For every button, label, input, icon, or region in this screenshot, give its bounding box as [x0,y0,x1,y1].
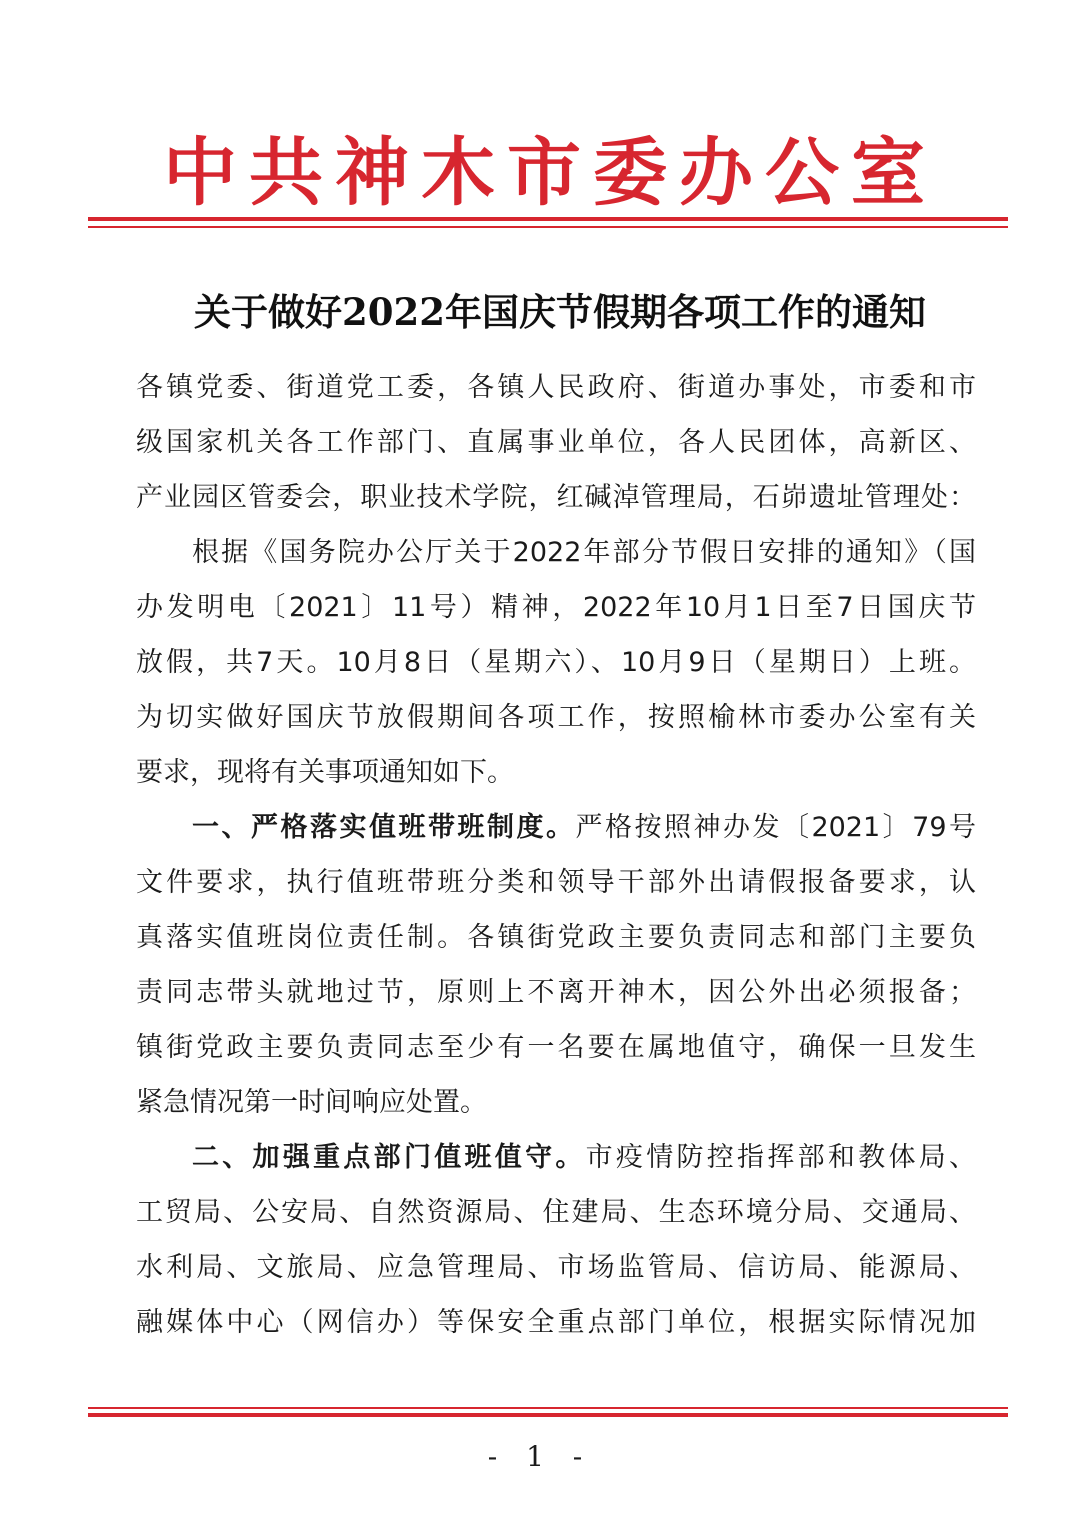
footer-red-rule-thick [88,1413,1008,1417]
section-1-line: 镇街党政主要负责同志至少有一名要在属地值守，确保一旦发生 [136,1032,976,1063]
intro-line: 办发明电〔2021〕11号）精神，2022年10月1日至7日国庆节 [136,592,976,623]
addressee-line: 级国家机关各工作部门、直属事业单位，各人民团体，高新区、 [136,427,976,458]
section-1-line: 文件要求，执行值班带班分类和领导干部外出请假报备要求，认 [136,867,976,898]
section-2-heading: 二、加强重点部门值班值守。 [192,1142,586,1173]
section-2-first-line-text: 市疫情防控指挥部和教体局、 [585,1142,977,1173]
intro-line: 放假，共7天。10月8日（星期六）、10月9日（星期日）上班。 [136,647,976,678]
section-1-first-line-text: 严格按照神办发〔2021〕79号 [575,812,977,843]
header-red-rule-thick [88,217,1008,221]
section-1-line: 责同志带头就地过节，原则上不离开神木，因公外出必须报备； [136,977,976,1008]
page-number: - 1 - [487,1440,593,1473]
addressee-line: 产业园区管委会，职业技术学院，红碱淖管理局，石峁遗址管理处： [136,482,976,513]
section-2-line: 工贸局、公安局、自然资源局、住建局、生态环境分局、交通局、 [136,1197,976,1228]
section-2-line: 融媒体中心（网信办）等保安全重点部门单位，根据实际情况加 [136,1307,976,1338]
intro-line: 要求，现将有关事项通知如下。 [136,757,514,788]
section-1-heading: 一、严格落实值班带班制度。 [192,812,576,843]
section-2-line: 水利局、文旅局、应急管理局、市场监管局、信访局、能源局、 [136,1252,976,1283]
addressee-line: 各镇党委、街道党工委，各镇人民政府、街道办事处，市委和市 [136,372,976,403]
section-1-line: 紧急情况第一时间响应处置。 [136,1087,487,1118]
document-title: 关于做好2022年国庆节假期各项工作的通知 [194,290,926,334]
section-1-first-line [136,800,976,855]
document-body [136,360,976,1350]
intro-line: 为切实做好国庆节放假期间各项工作，按照榆林市委办公室有关 [136,702,976,733]
section-2-first-line [136,1130,976,1185]
footer-red-rule-thin [88,1407,1008,1409]
section-1-line: 真落实值班岗位责任制。各镇街党政主要负责同志和部门主要负 [136,922,976,953]
intro-line: 根据《国务院办公厅关于2022年部分节假日安排的通知》（国 [192,537,976,568]
header-red-rule-thin [88,226,1008,228]
issuing-organization-header: 中共神木市委办公室 [163,130,937,216]
